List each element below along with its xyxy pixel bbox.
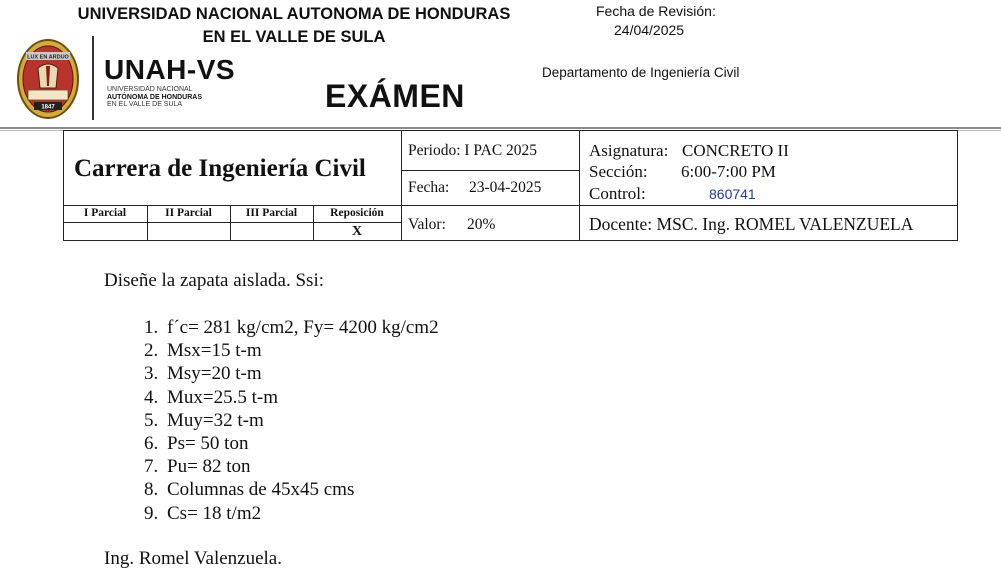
university-name-line1: UNIVERSIDAD NACIONAL AUTONOMA DE HONDURAS [77, 5, 511, 23]
section-value: 6:00-7:00 PM [681, 162, 776, 181]
header-rule [0, 127, 1001, 129]
date-value: 23-04-2025 [469, 179, 542, 196]
partial-header-1: I Parcial [83, 207, 127, 219]
list-item: 2. Msx=15 t-m [163, 339, 439, 362]
table-divider [401, 170, 579, 171]
partial-mark-4: X [351, 224, 363, 239]
partial-header-2: II Parcial [165, 207, 212, 219]
list-item: 5. Muy=32 t-m [163, 409, 439, 432]
value-label: Valor: [408, 216, 446, 233]
list-item: 4. Mux=25.5 t-m [163, 386, 439, 409]
value-amount: 20% [467, 216, 496, 233]
university-name [68, 3, 520, 49]
seal-year: 1847 [41, 104, 55, 111]
header-divider [92, 36, 94, 120]
table-divider [401, 131, 402, 241]
table-divider [64, 205, 957, 206]
teacher-name: Docente: MSC. Ing. ROMEL VALENZUELA [589, 214, 914, 234]
university-seal-logo [16, 38, 80, 120]
control-value: 860741 [709, 186, 756, 202]
period-field: Periodo: I PAC 2025 [408, 142, 538, 159]
subject-value: CONCRETO II [682, 141, 789, 160]
list-item: 8. Columnas de 45x45 cms [163, 478, 439, 501]
seal-motto: LUX EN ARDUO [27, 54, 69, 61]
list-item: 3. Msy=20 t-m [163, 362, 439, 385]
brand-logo-text: UNAH-VS [104, 54, 236, 85]
brand-subtitle [107, 86, 202, 109]
partial-header-4: Reposición [330, 207, 384, 219]
career-title: Carrera de Ingeniería Civil [74, 155, 366, 182]
control-label: Control: [589, 184, 646, 203]
revision-date-label: Fecha de Revisión: [596, 3, 716, 19]
list-item: 1. f´c= 281 kg/cm2, Fy= 4200 kg/cm2 [163, 316, 439, 339]
table-divider [579, 131, 580, 241]
date-label: Fecha: [408, 179, 450, 196]
partial-header-3: III Parcial [245, 207, 298, 219]
brand-subtitle-line1: UNIVERSIDAD NACIONAL [107, 86, 193, 93]
subject-label: Asignatura: [589, 141, 669, 160]
list-item: 9. Cs= 18 t/m2 [163, 502, 439, 525]
department-name: Departamento de Ingeniería Civil [542, 65, 740, 80]
table-divider [64, 222, 401, 223]
brand-subtitle-line3: EN EL VALLE DE SULA [107, 101, 183, 108]
exam-title: EXÁMEN [325, 78, 465, 114]
exam-instructions: Diseñe la zapata aislada. Ssi: [104, 270, 325, 291]
university-name-line2: EN EL VALLE DE SULA [202, 28, 386, 46]
revision-date-value: 24/04/2025 [614, 22, 685, 38]
list-item: 6. Ps= 50 ton [163, 432, 439, 455]
brand-subtitle-line2: AUTÓNOMA DE HONDURAS [107, 93, 203, 101]
signature: Ing. Romel Valenzuela. [104, 548, 282, 569]
section-label: Sección: [589, 162, 648, 181]
problem-data-list [104, 316, 439, 525]
list-item: 7. Pu= 82 ton [163, 455, 439, 478]
